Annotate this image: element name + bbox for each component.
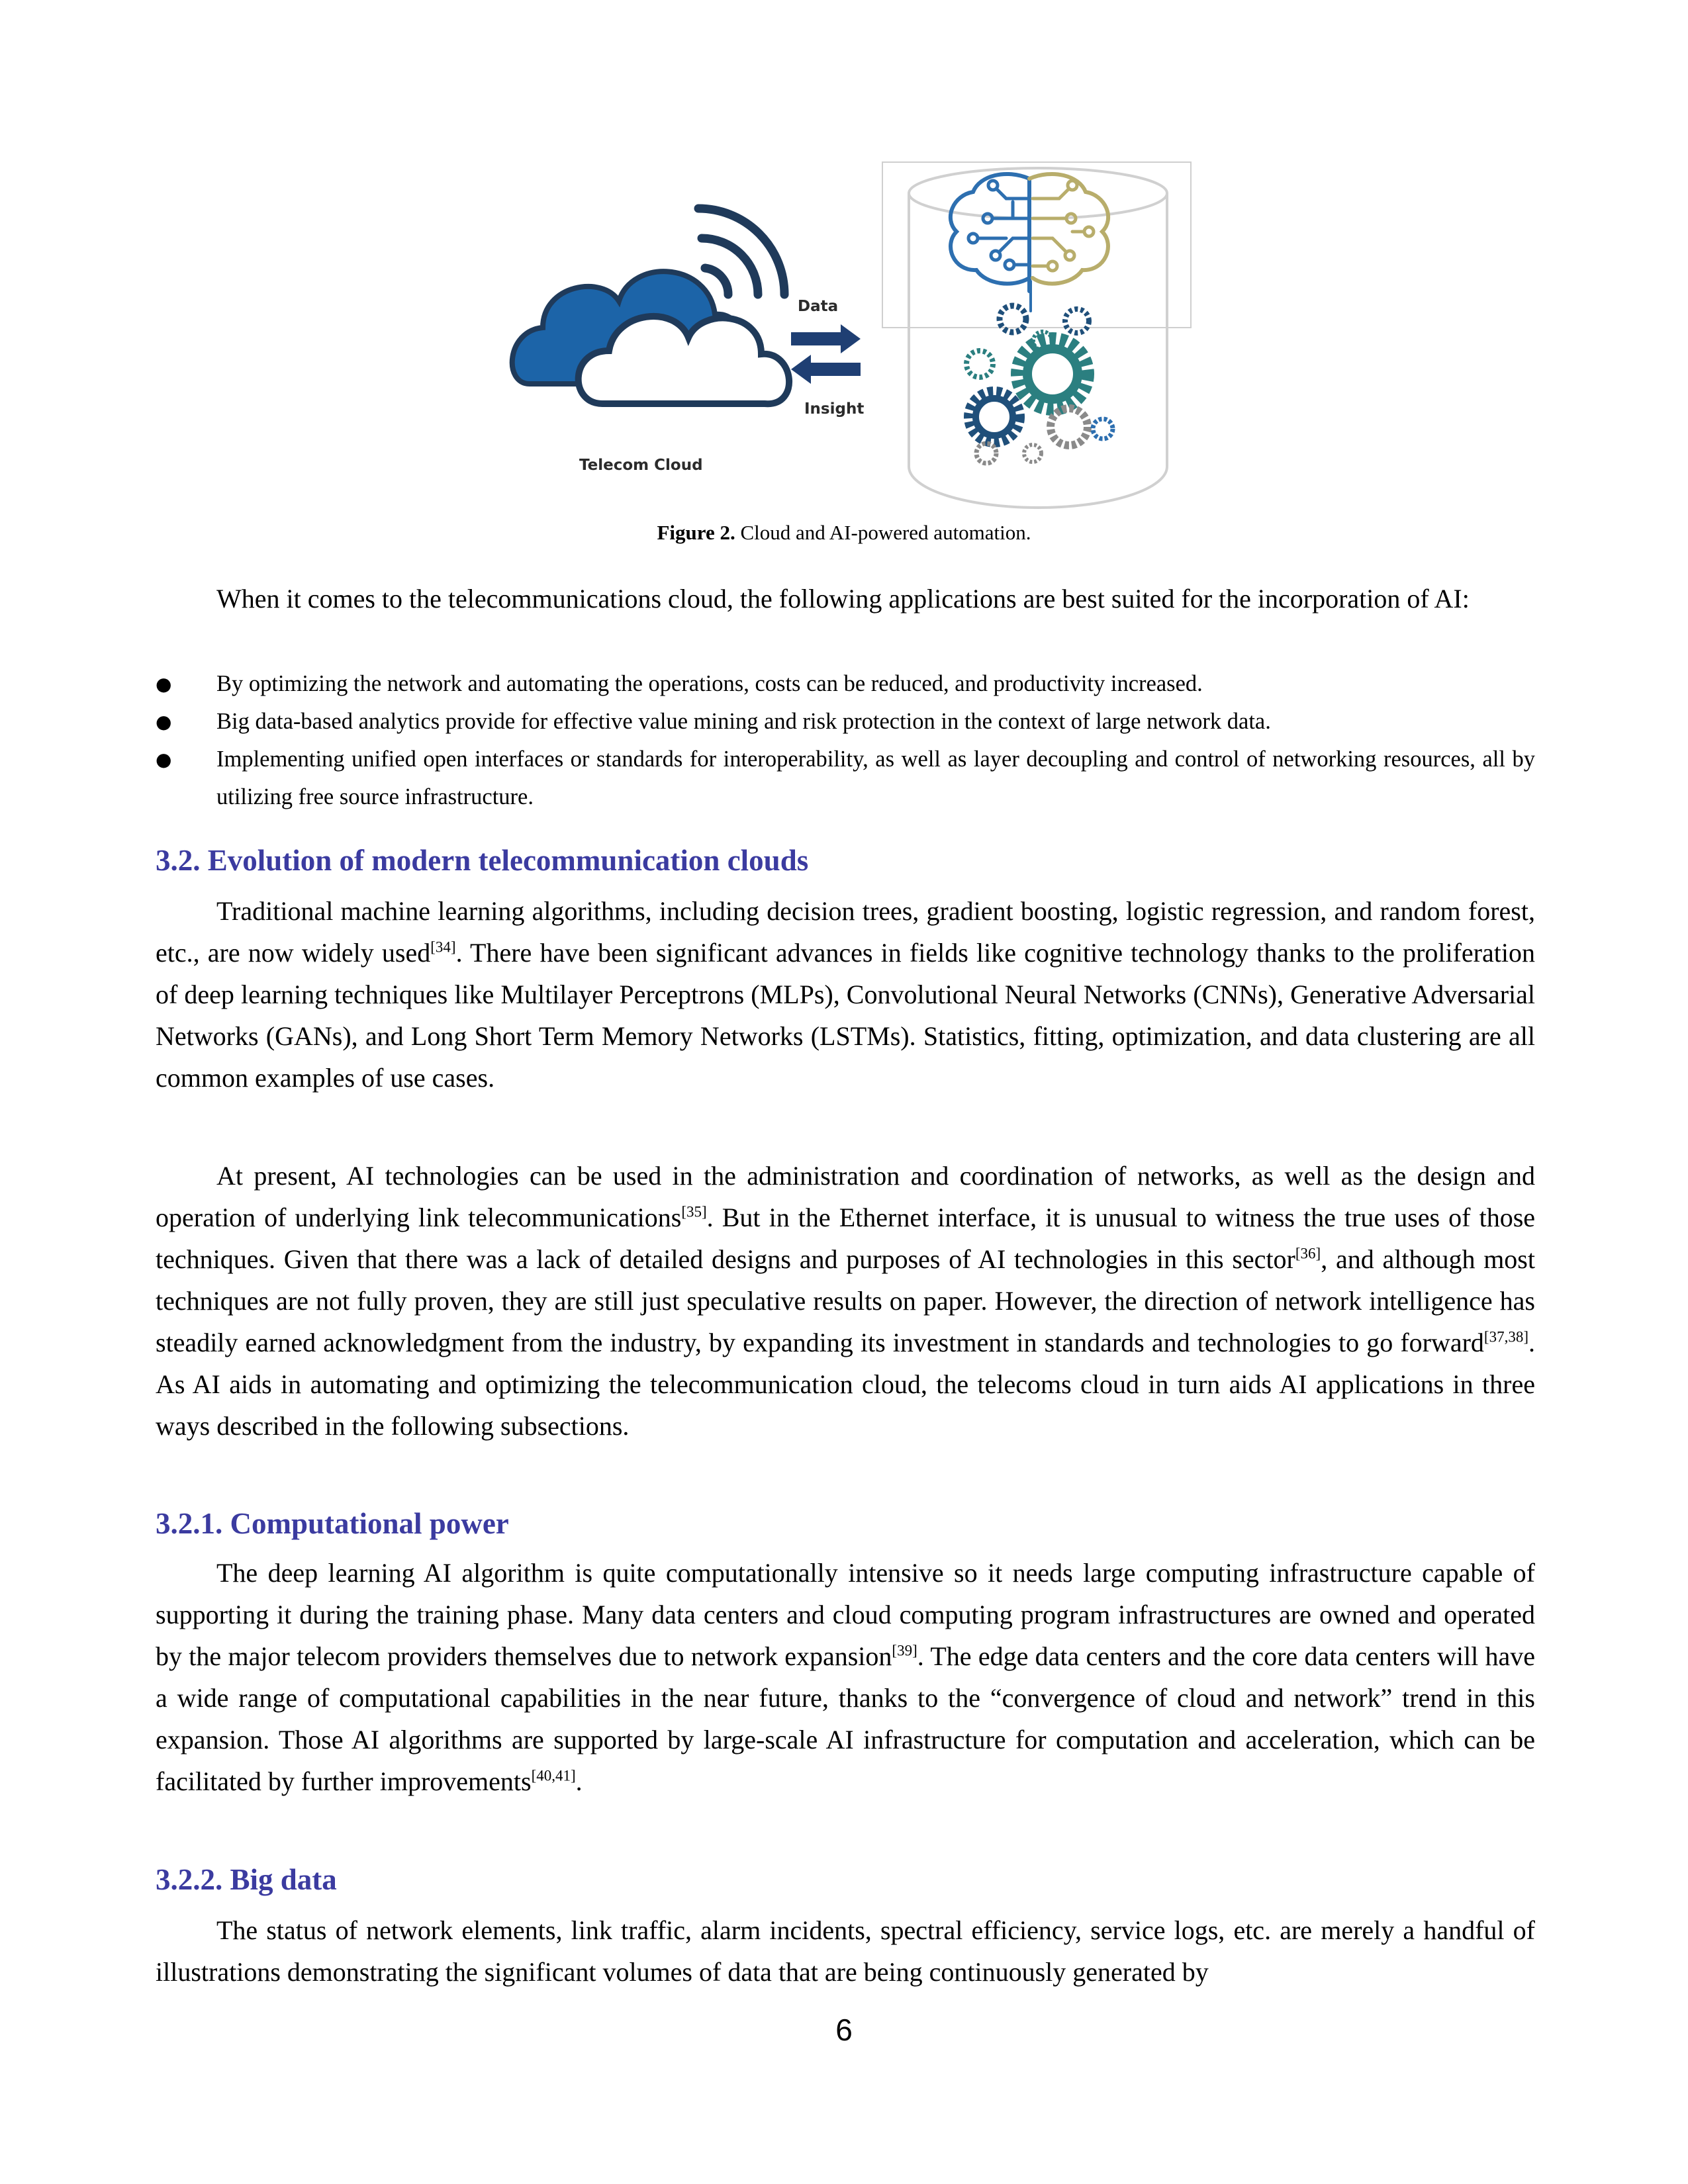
bullet-icon: ●	[156, 749, 172, 770]
intro-paragraph: When it comes to the telecommunications cloud, the following applications are best suited for the incorporation of AI:	[216, 584, 1470, 614]
insight-label: Insight	[804, 400, 865, 418]
figure-caption-text: Cloud and AI-powered automation.	[735, 521, 1031, 544]
section-heading-3-2-2: 3.2.2. Big data	[156, 1863, 337, 1896]
figure-caption	[0, 521, 1688, 545]
figure-2	[503, 152, 1198, 523]
gears-icon	[966, 306, 1113, 463]
citation: [37,38]	[1483, 1328, 1528, 1345]
list-item: ● Implementing unified open interfaces or standards for interoperability, as well as layer decoupling and control of networking resources, all by utilizing free source infrastructure.	[156, 741, 1535, 816]
list-item: ● Big data-based analytics provide for effective value mining and risk protection in the context of large network data.	[156, 703, 1535, 741]
section-3-2-paragraph-1: Traditional machine learning algorithms, including decision trees, gradient boosting, logistic regression, and random forest, etc., are now widely used[34]. There have been significant advances in fields like cognitive technology thanks to the proliferation of deep learning techniques like Multilayer Perceptrons (MLPs), Convolutional Neural Networks (CNNs), Generative Adversarial Networks (GANs), and Long Short Term Memory Networks (LSTMs). Statistics, fitting, optimization, and data clustering are all common examples of use cases.	[156, 896, 1535, 1093]
cloud-icon	[512, 271, 789, 404]
section-3-2-2-paragraph: The status of network elements, link traffic, alarm incidents, spectral efficiency, service logs, etc. are merely a handful of illustrations demonstrating the significant volumes of data that are being continuously generated by	[156, 1915, 1535, 1987]
section-3-2-1-paragraph: The deep learning AI algorithm is quite computationally intensive so it needs large computing infrastructure capable of supporting it during the training phase. Many data centers and cloud computing program infrastructures are owned and operated by the major telecom providers themselves due to network expansion[39]. The edge data centers and the core data centers will have a wide range of computational capabilities in the near future, thanks to the “convergence of cloud and network” trend in this expansion. Those AI algorithms are supported by large-scale AI infrastructure for computation and acceleration, which can be facilitated by further improvements[40,41].	[156, 1558, 1535, 1796]
section-heading-3-2-1: 3.2.1. Computational power	[156, 1507, 509, 1540]
ai-cylinder	[882, 162, 1191, 508]
page-number: 6	[835, 2013, 853, 2047]
section-3-2-paragraph-2-block	[156, 1155, 1535, 1447]
section-3-2-1-paragraph-block	[156, 1552, 1535, 1802]
figure-caption-label: Figure 2.	[657, 521, 735, 544]
citation: [39]	[892, 1642, 917, 1659]
brain-circuit-icon	[951, 174, 1108, 311]
wifi-signal-icon	[698, 208, 784, 295]
bullet-icon: ●	[156, 673, 172, 695]
intro-paragraph-block	[156, 578, 1535, 619]
figure-illustration	[503, 152, 1198, 523]
citation: [36]	[1295, 1245, 1321, 1262]
telecom-cloud-label: Telecom Cloud	[579, 457, 703, 474]
citation: [34]	[430, 938, 456, 956]
section-heading-3-2: 3.2. Evolution of modern telecommunication clouds	[156, 844, 809, 877]
section-3-2-2-paragraph-block	[156, 1909, 1535, 1993]
applications-list	[156, 665, 1535, 816]
bullet-icon: ●	[156, 711, 172, 733]
citation: [35]	[681, 1203, 707, 1220]
insight-arrow-icon	[791, 355, 861, 384]
section-3-2-paragraph-2: At present, AI technologies can be used in the administration and coordination of networks, as well as the design and operation of underlying link telecommunications[35]. But in the Ethernet interface, it is unusual to witness the true uses of those techniques. Given that there was a lack of detailed designs and purposes of AI technologies in this sector[36], and although most techniques are not fully proven, they are still just speculative results on paper. However, the direction of network intelligence has steadily earned acknowledgment from the industry, by expanding its investment in standards and technologies to go forward[37,38]. As AI aids in automating and optimizing the telecommunication cloud, the telecoms cloud in turn aids AI applications in three ways described in the following subsections.	[156, 1161, 1536, 1441]
list-item: ● By optimizing the network and automating the operations, costs can be reduced, and productivity increased.	[156, 665, 1535, 703]
data-label: Data	[798, 298, 839, 315]
citation: [40,41]	[531, 1767, 576, 1784]
data-arrow-icon	[791, 324, 861, 353]
section-3-2-paragraph-1-block	[156, 890, 1535, 1099]
